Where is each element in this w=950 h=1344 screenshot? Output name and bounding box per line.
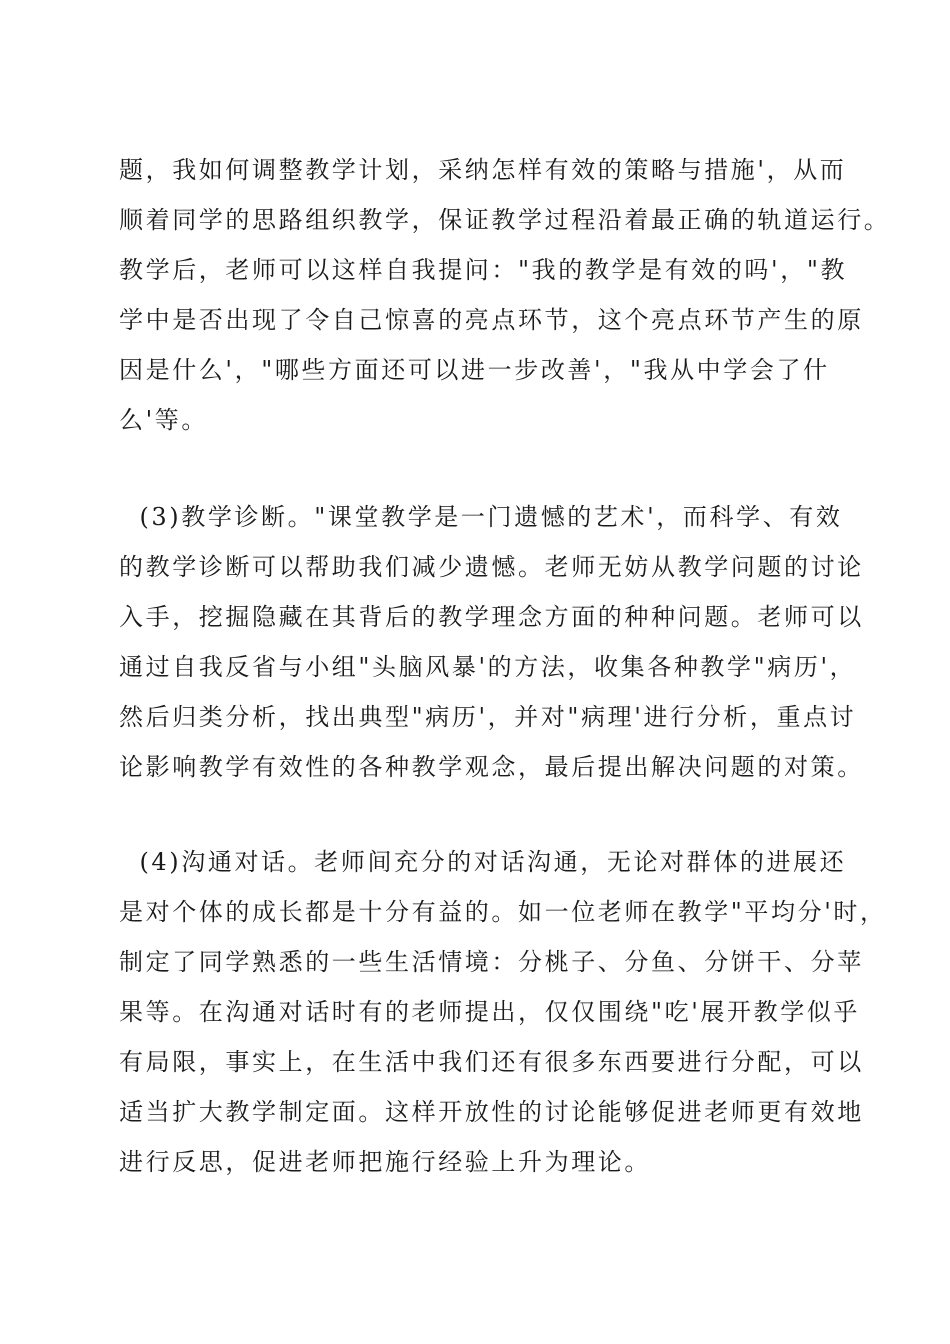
text-line: 有局限，事实上，在生活中我们还有很多东西要进行分配，可以	[119, 1048, 864, 1076]
text-line: 进行反思，促进老师把施行经验上升为理论。	[119, 1148, 651, 1176]
text-line: 的教学诊断可以帮助我们减少遗憾。老师无妨从教学问题的讨论	[119, 553, 864, 581]
text-line: 果等。在沟通对话时有的老师提出，仅仅围绕"吃'展开教学似乎	[119, 998, 861, 1026]
text-line: 通过自我反省与小组"头脑风暴'的方法，收集各种教学"病历'，	[119, 653, 857, 681]
text-line: 因是什么'，"哪些方面还可以进一步改善'，"我从中学会了什	[119, 356, 830, 384]
text-line: 学中是否出现了令自己惊喜的亮点环节，这个亮点环节产生的原	[119, 306, 864, 334]
text-line: 然后归类分析，找出典型"病历'，并对"病理'进行分析，重点讨	[119, 703, 857, 731]
text-line: 么'等。	[119, 406, 208, 434]
text-line: 论影响教学有效性的各种教学观念，最后提出解决问题的对策。	[119, 753, 864, 781]
text-line: 题，我如何调整教学计划，采纳怎样有效的策略与措施'，从而	[119, 156, 847, 184]
text-line: 适当扩大教学制定面。这样开放性的讨论能够促进老师更有效地	[119, 1098, 864, 1126]
text-line: (4)沟通对话。老师间充分的对话沟通，无论对群体的进展还	[119, 848, 847, 876]
text-line: 入手，挖掘隐藏在其背后的教学理念方面的种种问题。老师可以	[119, 603, 864, 631]
paragraph-teaching-diagnosis	[119, 492, 879, 792]
paragraph-teaching-reflection-questions	[119, 145, 891, 445]
text-line: 教学后，老师可以这样自我提问："我的教学是有效的吗'，"教	[119, 256, 848, 284]
text-line: 是对个体的成长都是十分有益的。如一位老师在教学"平均分'时，	[119, 898, 887, 926]
text-line: 制定了同学熟悉的一些生活情境：分桃子、分鱼、分饼干、分苹	[119, 948, 864, 976]
text-line: (3)教学诊断。"课堂教学是一门遗憾的艺术'，而科学、有效	[119, 503, 843, 531]
text-line: 顺着同学的思路组织教学，保证教学过程沿着最正确的轨道运行。	[119, 206, 891, 234]
paragraph-communication-dialogue	[119, 837, 887, 1187]
